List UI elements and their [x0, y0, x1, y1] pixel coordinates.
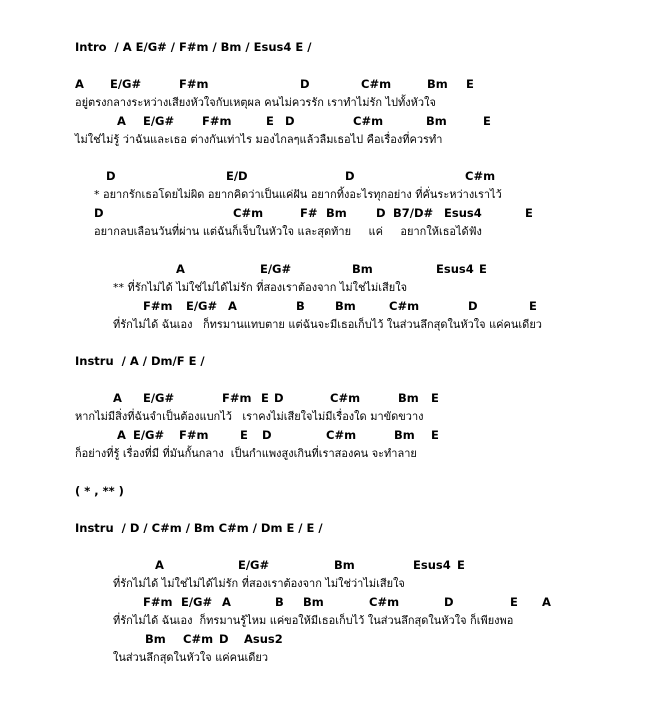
chord: A: [117, 428, 126, 442]
chord: D: [300, 77, 310, 91]
lyric-line: หากไม่มีสิ่งที่ฉันจำเป็นต้องแบกไว้ เราคงไม่เสียใจไม่มีเรื่องใด มาขัดขวาง: [75, 410, 424, 423]
chord: A: [113, 391, 122, 405]
chord: C#m: [361, 77, 392, 91]
chord: E: [431, 391, 439, 405]
chord: C#m: [183, 632, 214, 646]
lyric-line: อยู่ตรงกลางระหว่างเสียงหัวใจกับเหตุผล คนไม่ควรรัก เราทำไม่รัก ไปทั้งหัวใจ: [75, 96, 436, 109]
intro-line: Intro / A E/G# / F#m / Bm / Esus4 E /: [75, 40, 312, 54]
chord: F#: [300, 206, 318, 220]
chord: Bm: [398, 391, 419, 405]
chord: Bm: [426, 114, 447, 128]
chord: B7/D#: [393, 206, 434, 220]
chord: E/G#: [133, 428, 165, 442]
lyric-line: อยากลบเลือนวันที่ผ่าน แต่ฉันก็เจ็บในหัวใจ และสุดท้าย แค่ อยากให้เธอได้ฟัง: [94, 225, 482, 238]
chord: C#m: [326, 428, 357, 442]
chord: A: [117, 114, 126, 128]
lyric-line: ในส่วนลึกสุดในหัวใจ แค่คนเดียว: [113, 651, 269, 664]
chord: C#m: [233, 206, 264, 220]
chord: C#m: [465, 169, 496, 183]
chord: A: [228, 299, 237, 313]
chord: E/G#: [260, 262, 292, 276]
chord: E/G#: [181, 595, 213, 609]
chord: E/D: [226, 169, 248, 183]
chord: F#m: [202, 114, 232, 128]
instru-line: Instru / D / C#m / Bm C#m / Dm E / E /: [75, 521, 323, 535]
chord: C#m: [389, 299, 420, 313]
chord: Bm: [145, 632, 166, 646]
chord: Bm: [326, 206, 347, 220]
chord: D: [285, 114, 295, 128]
chord: Bm: [335, 299, 356, 313]
chord: E: [240, 428, 248, 442]
chord: C#m: [330, 391, 361, 405]
lyric-line: ก็อย่างที่รู้ เรื่องที่มี ที่มันกั้นกลาง เป็นกำแพงสูงเกินที่เราสองคน จะทำลาย: [75, 447, 417, 460]
lyric-line: ที่รักไม่ได้ ฉันเอง ก็ทรมานแทบตาย แต่ฉันจะมีเธอเก็บไว้ ในส่วนลึกสุดในหัวใจ แค่คนเดียว: [113, 318, 542, 331]
chord: Bm: [352, 262, 373, 276]
chord: D: [274, 391, 284, 405]
chord: F#m: [143, 595, 173, 609]
chord: D: [376, 206, 386, 220]
chord: E/G#: [143, 114, 175, 128]
chord: E: [261, 391, 269, 405]
chord: D: [345, 169, 355, 183]
chord: Esus4: [413, 558, 451, 572]
chord: A: [155, 558, 164, 572]
chord: E: [529, 299, 537, 313]
chord: E/G#: [143, 391, 175, 405]
chord: A: [176, 262, 185, 276]
chord: F#m: [179, 77, 209, 91]
lyric-line: ** ที่รักไม่ได้ ไม่ใช่ไม่ได้ไม่รัก ที่สองเราต้องจาก ไม่ใช่ไม่เสียใจ: [113, 281, 408, 294]
chord: E: [266, 114, 274, 128]
chord: F#m: [179, 428, 209, 442]
chord: D: [106, 169, 116, 183]
lyric-line: ที่รักไม่ได้ ฉันเอง ก็ทรมานรู้ไหม แค่ขอให้มีเธอเก็บไว้ ในส่วนลึกสุดในหัวใจ ก็เพียงพอ: [113, 614, 514, 627]
chord: E: [525, 206, 533, 220]
chord: B: [296, 299, 305, 313]
chord: B: [275, 595, 284, 609]
chord: A: [75, 77, 84, 91]
chord: D: [444, 595, 454, 609]
chord: E: [431, 428, 439, 442]
chord: Bm: [303, 595, 324, 609]
chord: E/G#: [186, 299, 218, 313]
lyric-line: ที่รักไม่ได้ ไม่ใช่ไม่ได้ไม่รัก ที่สองเราต้องจาก ไม่ใช่ว่าไม่เสียใจ: [113, 577, 405, 590]
chord: E: [466, 77, 474, 91]
chord: D: [262, 428, 272, 442]
chord: E: [457, 558, 465, 572]
instru-line: Instru / A / Dm/F E /: [75, 354, 205, 368]
chord: F#m: [222, 391, 252, 405]
chord: C#m: [353, 114, 384, 128]
chord: Bm: [427, 77, 448, 91]
chord: Asus2: [244, 632, 283, 646]
chord: E: [510, 595, 518, 609]
chord: D: [219, 632, 229, 646]
chord: E/G#: [110, 77, 142, 91]
chord: Bm: [394, 428, 415, 442]
chord: D: [468, 299, 478, 313]
chord: C#m: [369, 595, 400, 609]
chord: Esus4: [436, 262, 474, 276]
chord: F#m: [143, 299, 173, 313]
chord: E: [479, 262, 487, 276]
chord: D: [94, 206, 104, 220]
chord: A: [542, 595, 551, 609]
chord: Esus4: [444, 206, 482, 220]
chord: A: [222, 595, 231, 609]
lyric-line: * อยากรักเธอโดยไม่ผิด อยากคิดว่าเป็นแค่ฝัน อยากทิ้งอะไรทุกอย่าง ที่คั่นระหว่างเราไว้: [94, 188, 502, 201]
chord: E: [483, 114, 491, 128]
chord: Bm: [334, 558, 355, 572]
chord: E/G#: [238, 558, 270, 572]
repeat-marker: ( * , ** ): [75, 484, 124, 498]
lyric-line: ไม่ใช่ไม่รู้ ว่าฉันและเธอ ต่างกันเท่าไร มองไกลๆแล้วลืมเธอไป คือเรื่องที่ควรทำ: [75, 133, 443, 146]
